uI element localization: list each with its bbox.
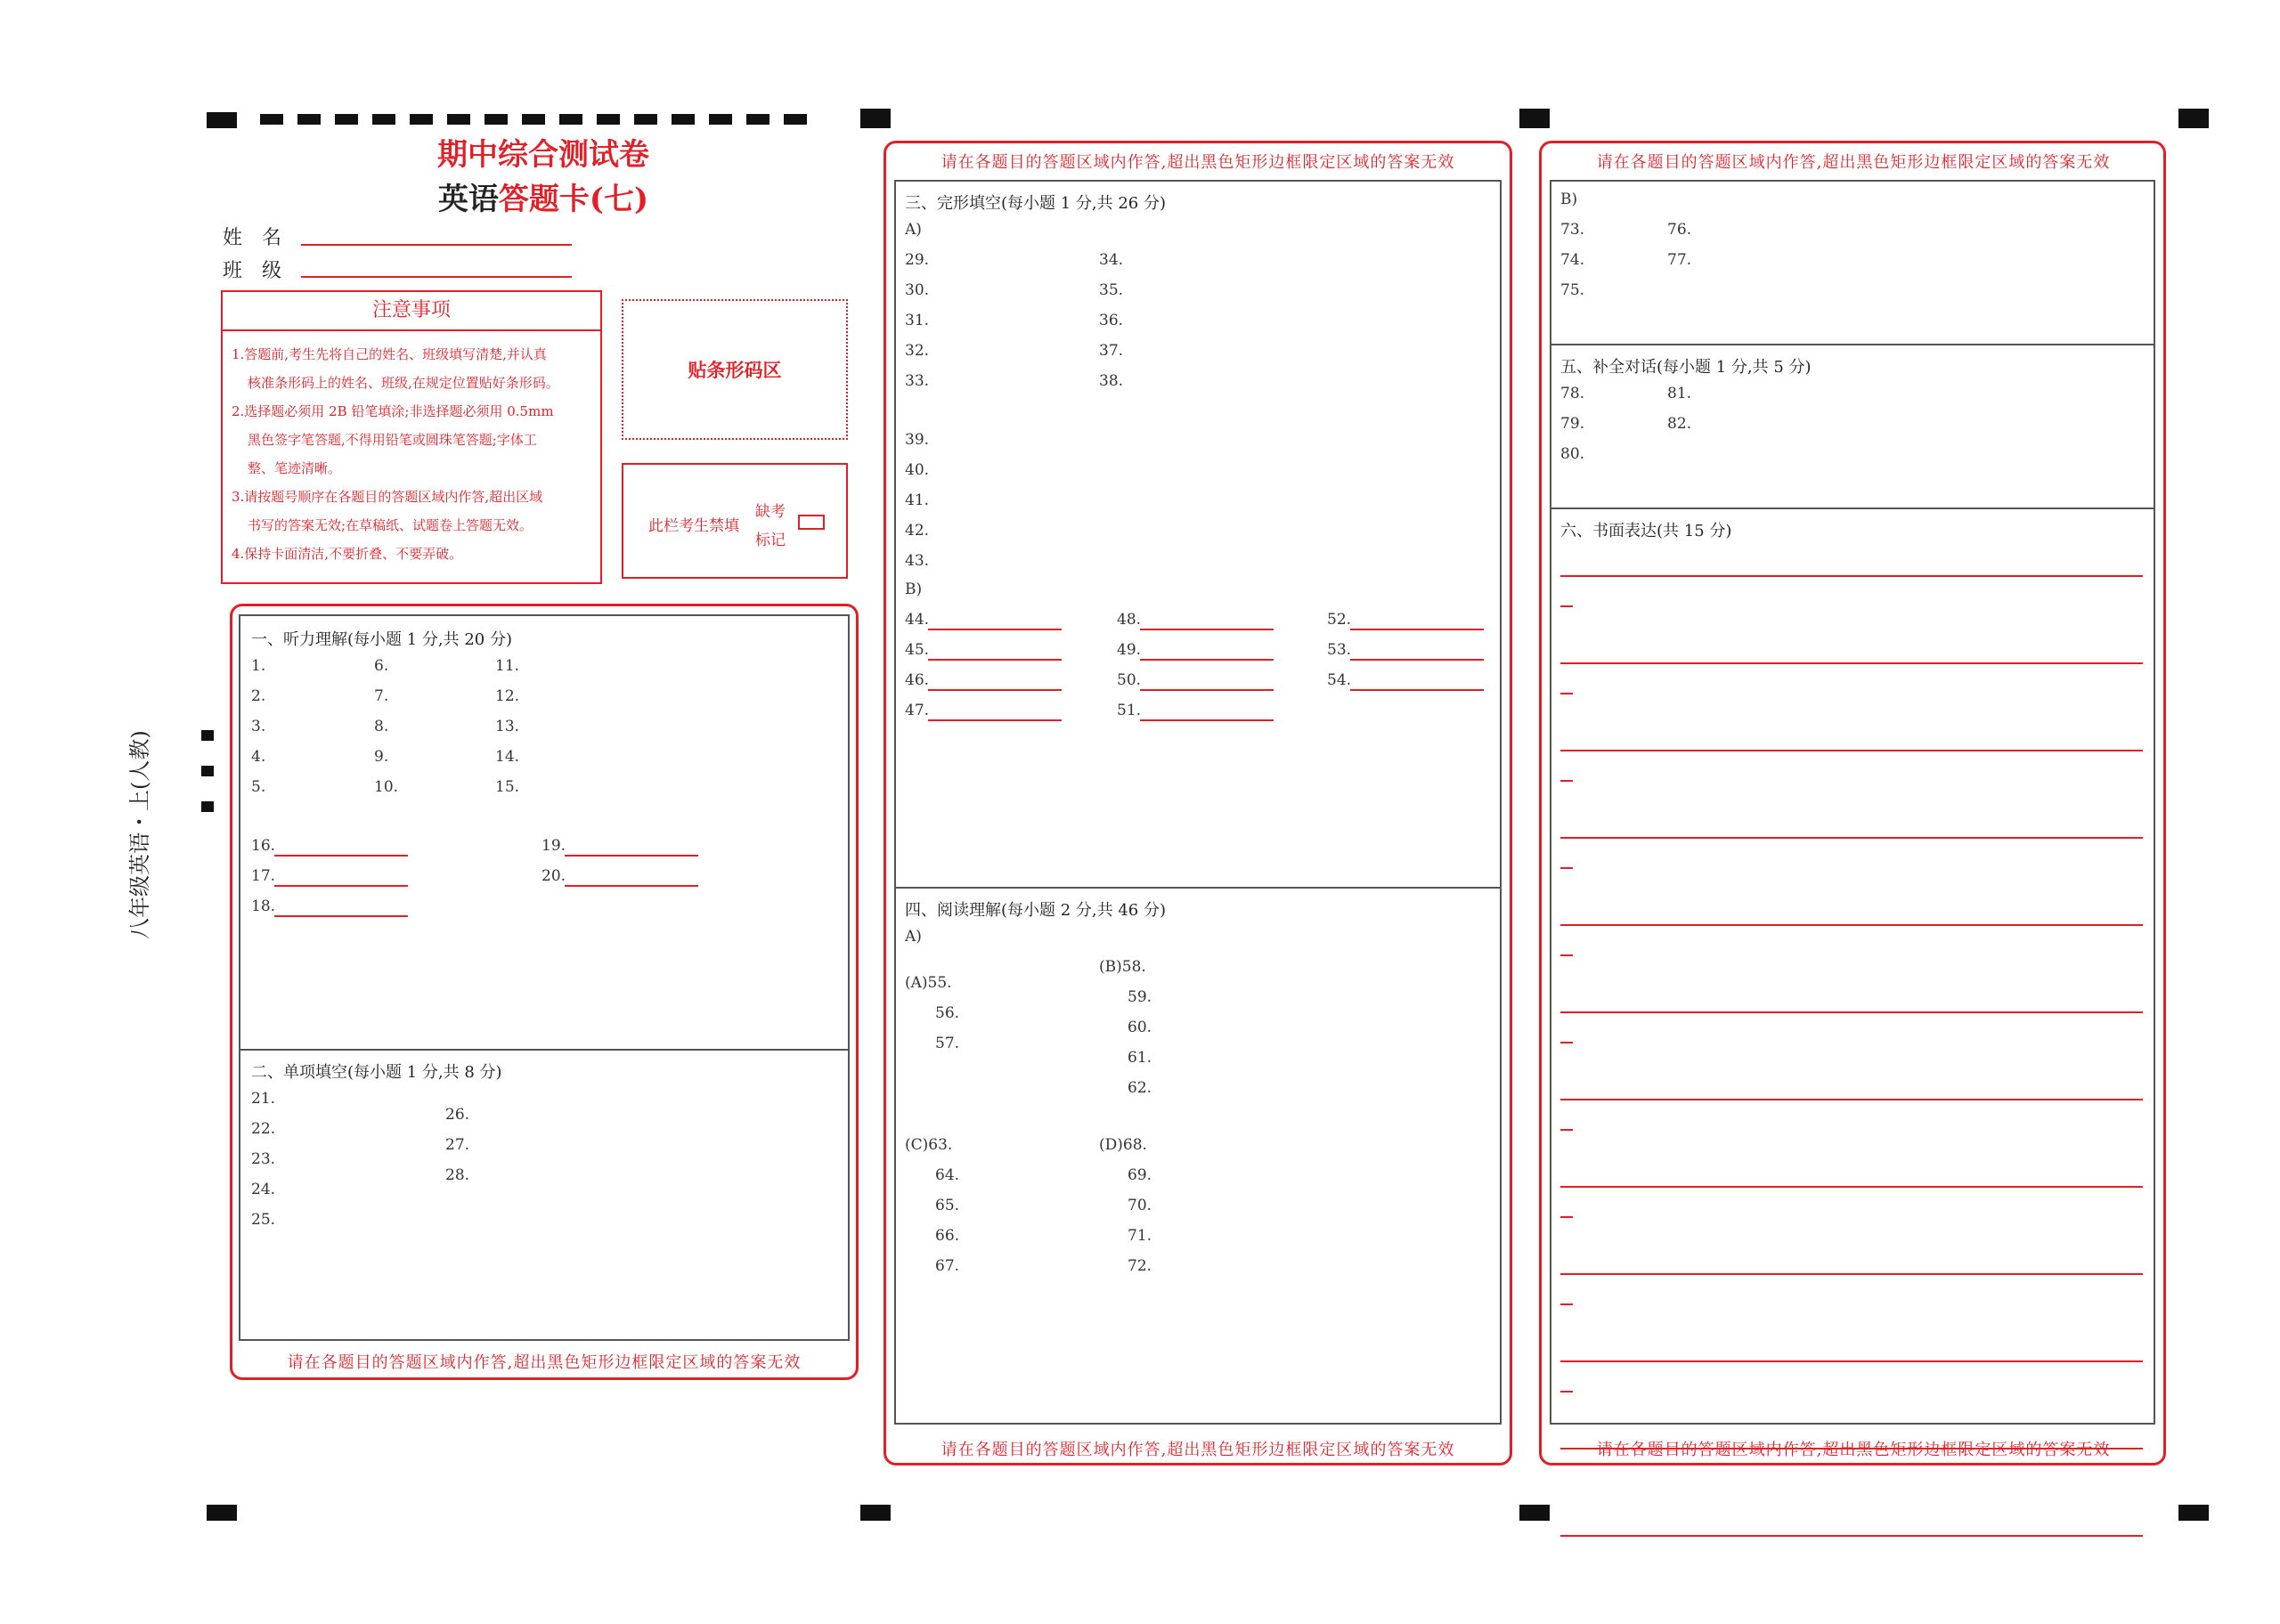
timing-dash [522,114,545,125]
panel-2-inner [894,180,1502,1425]
question-number: 31. [905,312,930,329]
question-number: 15. [495,778,520,796]
timing-mark [207,1505,237,1521]
question-number: 51. [1117,702,1142,719]
writing-line[interactable] [1560,1099,2143,1100]
question-number: 59. [1128,988,1152,1006]
subtitle-card: 答题卡(七) [498,182,649,217]
timing-dash [746,114,770,125]
question-number: 12. [495,687,520,705]
timing-mark [1519,109,1550,128]
question-number: 56. [935,1004,960,1022]
question-number: 32. [905,342,930,360]
note-line: 2.选择题必须用 2B 铅笔填涂;非选择题必须用 0.5mm [232,403,554,419]
answer-line[interactable] [928,689,1062,691]
timing-dash [559,114,582,125]
line-start-mark [1560,693,1573,694]
timing-dash [410,114,433,125]
boundary-notice: 请在各题目的答题区域内作答,超出黑色矩形边框限定区域的答案无效 [940,153,1455,172]
notes-title: 注意事项 [223,292,600,331]
question-number: 80. [1560,445,1585,463]
question-number: 29. [905,251,930,269]
question-number: 43. [905,552,930,570]
cloze-title: 三、完形填空(每小题 1 分,共 26 分) [905,194,1167,213]
note-line: 书写的答案无效;在草稿纸、试题卷上答题无效。 [248,517,533,533]
question-number: 45. [905,641,930,659]
question-number: 74. [1560,251,1585,269]
note-line: 核准条形码上的姓名、班级,在规定位置贴好条形码。 [248,375,559,391]
question-number: 1. [251,657,266,675]
timing-dash [260,114,283,125]
writing-line[interactable] [1560,575,2143,577]
question-number: 8. [374,718,389,735]
writing-line[interactable] [1560,1535,2143,1537]
question-number: 64. [935,1166,960,1184]
question-number: 36. [1099,312,1124,329]
question-number: (C)63. [905,1136,953,1154]
answer-line[interactable] [1140,629,1274,630]
question-number: 41. [905,491,930,509]
question-number: 37. [1099,342,1124,360]
question-number: 28. [445,1166,470,1184]
timing-mark [207,112,237,128]
question-number: 5. [251,778,266,796]
question-number: 50. [1117,671,1142,689]
question-number: 25. [251,1211,276,1229]
question-number: 11. [495,657,520,675]
question-number: 27. [445,1136,470,1154]
line-start-mark [1560,605,1573,607]
absent-box [622,463,848,579]
question-number: 24. [251,1181,276,1198]
line-start-mark [1560,867,1573,869]
question-number: 82. [1667,415,1692,433]
boundary-notice: 请在各题目的答题区域内作答,超出黑色矩形边框限定区域的答案无效 [1596,153,2111,172]
section-divider [894,887,1502,889]
question-number: 17. [251,867,276,885]
timing-dash [672,114,695,125]
question-number: 23. [251,1150,276,1168]
timing-dash [784,114,807,125]
note-line: 1.答题前,考生先将自己的姓名、班级填写清楚,并认真 [232,346,547,362]
question-number: 62. [1128,1079,1152,1097]
timing-dash [372,114,395,125]
question-number: (D)68. [1099,1136,1147,1154]
question-number: 54. [1327,671,1352,689]
boundary-notice: 请在各题目的答题区域内作答,超出黑色矩形边框限定区域的答案无效 [1596,1441,2111,1459]
line-start-mark [1560,780,1573,782]
question-number: 73. [1560,221,1585,239]
writing-line[interactable] [1560,924,2143,926]
question-number: (B)58. [1099,958,1146,976]
timing-dash [634,114,657,125]
question-number: 47. [905,702,930,719]
writing-line[interactable] [1560,1011,2143,1013]
question-number: 49. [1117,641,1142,659]
absent-checkbox[interactable] [798,515,825,530]
timing-mark [2178,1505,2209,1521]
question-number: 21. [251,1090,276,1108]
question-number: 30. [905,281,930,299]
question-number: 48. [1117,611,1142,629]
question-number: 7. [374,687,389,705]
class-field[interactable] [301,276,572,278]
panel-1-inner [239,614,850,1341]
question-number: 4. [251,748,266,766]
writing-line[interactable] [1560,750,2143,751]
writing-line[interactable] [1560,837,2143,839]
single-choice-title: 二、单项填空(每小题 1 分,共 8 分) [251,1063,502,1082]
subtitle-subject: 英语 [437,182,499,217]
question-number: 77. [1667,251,1692,269]
note-line: 黑色签字笔答题,不得用铅笔或圆珠笔答题;字体工 [248,432,537,448]
barcode-area [622,299,848,440]
question-number: 10. [374,778,399,796]
question-number: 46. [905,671,930,689]
section-divider [239,1049,850,1051]
question-number: 75. [1560,281,1585,299]
line-start-mark [1560,1216,1573,1218]
reading-title: 四、阅读理解(每小题 2 分,共 46 分) [905,901,1167,920]
line-start-mark [1560,1391,1573,1393]
answer-line[interactable] [1350,629,1484,630]
barcode-label: 贴条形码区 [688,359,782,381]
question-number: 26. [445,1106,470,1124]
timing-mark [860,109,891,128]
answer-line[interactable] [274,855,408,857]
side-mark [201,766,214,776]
part-label: B) [905,581,923,598]
question-number: 71. [1128,1227,1152,1245]
timing-dash [709,114,732,125]
timing-mark [1519,1505,1550,1521]
question-number: (A)55. [905,974,952,992]
question-number: 52. [1327,611,1352,629]
timing-dash [484,114,508,125]
question-number: 70. [1128,1197,1152,1214]
question-number: 65. [935,1197,960,1214]
absent-note: 此栏考生禁填 [648,517,739,535]
name-label: 姓 名 [223,227,282,249]
answer-line[interactable] [274,915,408,917]
question-number: 20. [542,867,566,885]
page-title: 期中综合测试卷 [437,137,649,173]
line-start-mark [1560,1129,1573,1131]
notes-list [223,331,600,568]
writing-line[interactable] [1560,1360,2143,1362]
notes-box [221,290,602,584]
question-number: 57. [935,1035,960,1052]
question-number: 13. [495,718,520,735]
part-label: A) [905,928,922,946]
question-number: 19. [542,837,566,855]
question-number: 18. [251,897,276,915]
writing-title: 六、书面表达(共 15 分) [1560,522,1732,540]
spine-text: 八年级英语・上(人教) [127,730,152,939]
section-divider [1550,508,2155,509]
question-number: 67. [935,1257,960,1275]
question-number: 2. [251,687,266,705]
question-number: 42. [905,522,930,540]
question-number: 81. [1667,385,1692,402]
boundary-notice: 请在各题目的答题区域内作答,超出黑色矩形边框限定区域的答案无效 [940,1441,1455,1459]
part-label: A) [905,221,922,239]
answer-line[interactable] [1140,659,1274,661]
writing-line[interactable] [1560,1273,2143,1275]
answer-line[interactable] [1350,689,1484,691]
note-line: 3.请按题号顺序在各题目的答题区域内作答,超出区域 [232,489,543,505]
part-label: B) [1560,191,1578,208]
answer-line[interactable] [928,629,1062,630]
timing-dash [335,114,358,125]
answer-line[interactable] [1140,719,1274,721]
side-mark [201,801,214,812]
note-line: 4.保持卡面清洁,不要折叠、不要弄破。 [232,546,463,562]
timing-dash [297,114,321,125]
question-number: 76. [1667,221,1692,239]
timing-dash [447,114,470,125]
timing-mark [860,1505,891,1521]
question-number: 22. [251,1120,276,1138]
question-number: 53. [1327,641,1352,659]
writing-line[interactable] [1560,662,2143,664]
answer-line[interactable] [565,885,698,887]
question-number: 61. [1128,1049,1152,1067]
boundary-notice: 请在各题目的答题区域内作答,超出黑色矩形边框限定区域的答案无效 [287,1353,802,1372]
listening-title: 一、听力理解(每小题 1 分,共 20 分) [251,630,513,649]
dialogue-title: 五、补全对话(每小题 1 分,共 5 分) [1560,358,1812,377]
question-number: 38. [1099,372,1124,390]
line-start-mark [1560,954,1573,956]
question-number: 39. [905,431,930,449]
question-number: 44. [905,611,930,629]
answer-line[interactable] [565,855,698,857]
writing-line[interactable] [1560,1186,2143,1188]
question-number: 78. [1560,385,1585,402]
absent-label-2: 标记 [755,532,786,549]
question-number: 79. [1560,415,1585,433]
question-number: 16. [251,837,276,855]
line-start-mark [1560,1303,1573,1305]
question-number: 69. [1128,1166,1152,1184]
question-number: 14. [495,748,520,766]
note-line: 整、笔迹清晰。 [248,460,342,476]
question-number: 72. [1128,1257,1152,1275]
answer-line[interactable] [1350,659,1484,661]
answer-line[interactable] [928,659,1062,661]
answer-line[interactable] [928,719,1062,721]
question-number: 6. [374,657,389,675]
absent-label-1: 缺考 [755,503,786,521]
question-number: 33. [905,372,930,390]
question-number: 3. [251,718,266,735]
timing-mark [2178,109,2209,128]
question-number: 9. [374,748,389,766]
question-number: 66. [935,1227,960,1245]
line-start-mark [1560,1042,1573,1043]
side-mark [201,730,214,741]
answer-line[interactable] [274,885,408,887]
timing-dash [597,114,620,125]
class-label: 班 级 [223,260,282,282]
question-number: 35. [1099,281,1124,299]
question-number: 60. [1128,1019,1152,1036]
page-subtitle [392,175,695,218]
question-number: 34. [1099,251,1124,269]
answer-line[interactable] [1140,689,1274,691]
section-divider [1550,344,2155,345]
name-field[interactable] [301,244,572,246]
question-number: 40. [905,461,930,479]
